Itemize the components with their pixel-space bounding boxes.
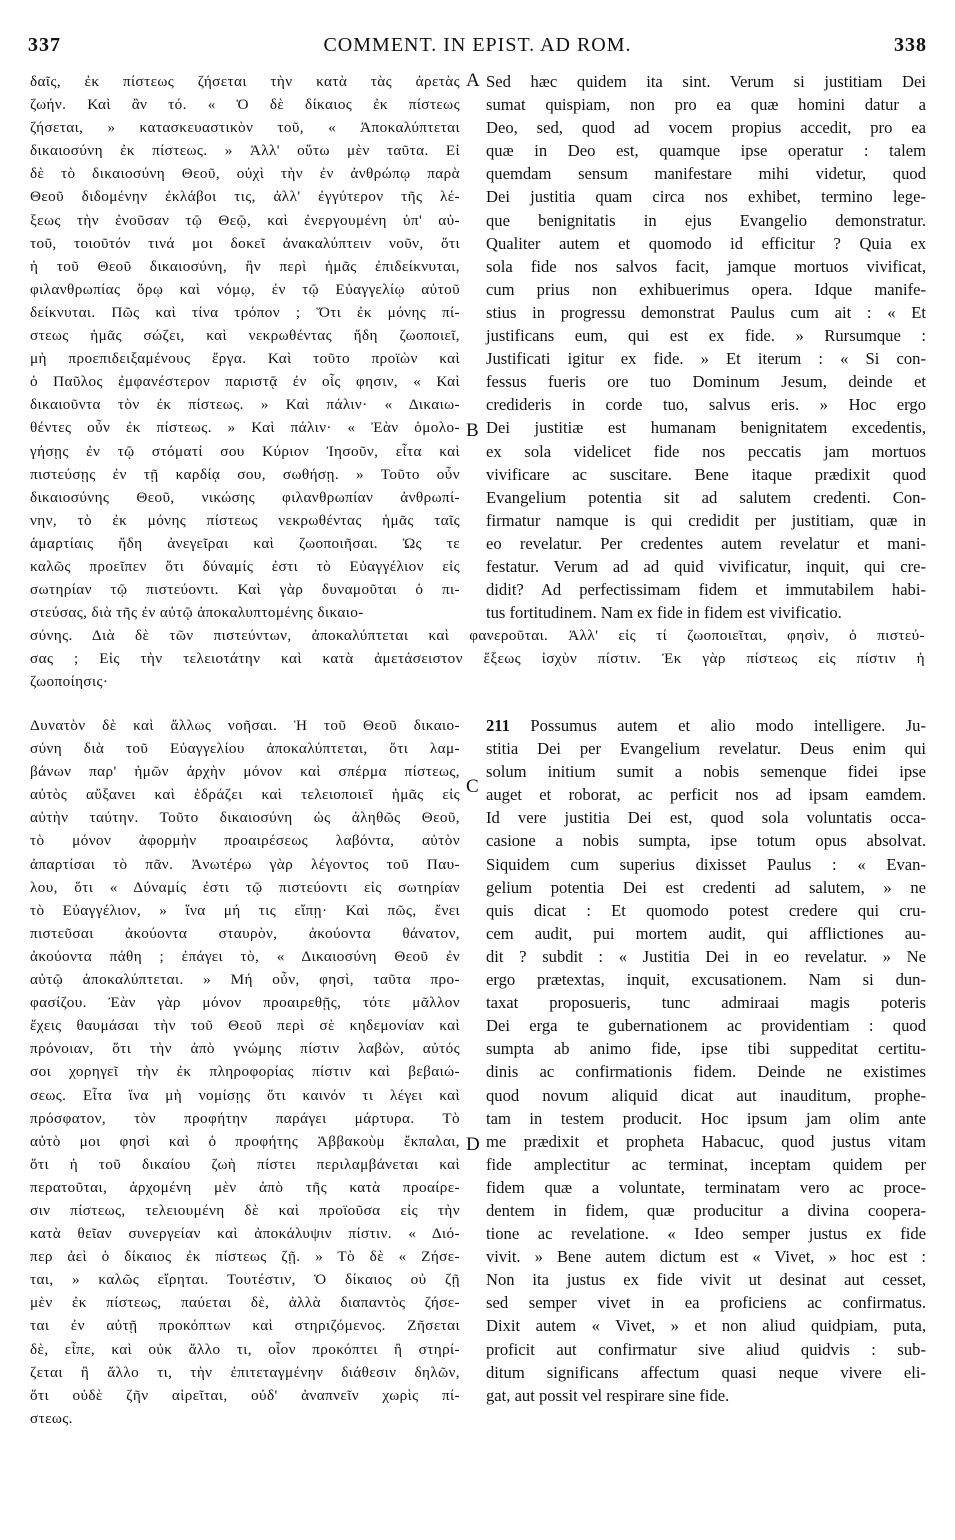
latin-text-line: quæ in Deo est, quamque ipse operatur : talem [486,141,926,161]
latin-text-line: tus fortitudinem. Nam ex fide in fidem est vivificatio. [486,603,842,623]
latin-text-line: Dei justitiæ est humanam benignitatem excedentis, [486,418,926,438]
greek-text-line: δείκνυται. Πῶς καὶ τίνα τρόπον ; Ὅτι ἐκ μόνης πί- [30,303,460,321]
latin-text-line: Justificati igitur ex fide. » Et iterum : « Si con- [486,349,926,369]
greek-text-line: ὅτι οὐδὲ ζῆν αἱρεῖται, οὐδ' ἀναπνεῖν χωρὶς πί- [30,1386,460,1404]
greek-text-line: σωτηρίαν τῷ πιστεύοντι. Καὶ γὰρ δυναμοῦται ὁ πι- [30,581,460,599]
greek-text-line: στεως. [30,1409,73,1427]
greek-text-line: τοῦ, τοιοῦτόν τινά μοι δοκεῖ ἀνακαλύπτειν νοῦν, ὅτι [30,234,460,252]
latin-text-line: que benignitatis in ejus Evangelio demonstratur. [486,210,926,230]
latin-text-line: firmatur namque is qui credidit per justitiam, quæ in [486,510,926,530]
latin-text-line: ditum significans affectum quasi neque vivere eli- [486,1362,926,1382]
latin-text-line: cem audit, pui mortem audit, qui afflictiones au- [486,923,926,943]
greek-text-line: ζωήν. Καὶ ἂν τό. « Ὁ δὲ δίκαιος ἐκ πίστεως [30,96,460,114]
latin-text-line: gelium potentia Dei est credenti ad salutem, » ne [486,877,926,897]
latin-text-line: Dei erga te gubernationem ac providentiam : quod [486,1016,926,1036]
greek-text-line: μὴ προεπιδειξαμένους ἔργα. Καὶ τοῦτο προϊὼν καὶ [30,350,460,368]
latin-text-line: dit ? subdit : « Justitia Dei in eo revelatur. » Ne [486,946,926,966]
greek-text-line: σιν πίστεως, τελειουμένη δὲ καὶ προϊοῦσα εἰς τὴν [30,1201,460,1219]
latin-text-line: Sed hæc quidem ita sint. Verum si justitiam Dei [486,72,926,91]
greek-text-line: πρόνοιαν, ὅτι τὴν ἀπὸ γνώμης πίστιν λαβὼν, αὐτός [30,1040,460,1058]
latin-text-line: sed semper vivet in ea proficiens ac confirmatus. [486,1293,926,1313]
bottom-greek-column [30,714,460,1430]
right-page-number: 338 [894,34,927,56]
greek-text-line: φασίζου. Ἐὰν γὰρ μόνον προαιρεθῇς, τότε μᾶλλον [30,994,460,1012]
latin-text-line: Non ita justus ex fide vivit ut desinat aut cesset, [486,1270,926,1290]
top-greek-continuation [30,624,925,693]
greek-text-line: αὐτὸς αὔξανει καὶ ἑδράζει καὶ τελειοποιεῖ ἡμᾶς εἰς [30,786,460,804]
greek-text-line: περατοῦται, ἀρχομένη μὲν ἀπὸ τῆς κατὰ προαίρε- [30,1178,460,1196]
latin-text-line: fide amplectitur ac terminat, inceptam quidem per [486,1154,926,1174]
margin-marker-b: B [466,420,479,441]
latin-text-line: justificans eum, qui est ex fide. » Rursumque : [486,326,926,346]
running-title: COMMENT. IN EPIST. AD ROM. [323,34,632,56]
greek-text-line: ζωοποίησις· [30,673,109,691]
latin-text-line: quemdam sensum manifestare mihi videtur, quod [486,164,926,184]
latin-text-line: Siquidem cum superius dixisset Paulus : « Evan- [486,854,926,874]
latin-text-line: festatur. Verum ad ad quid vivificatur, inquit, qui cre- [486,556,926,576]
greek-text-line: στεως ἡμᾶς σώζει, καὶ νεκρωθέντας ἤδη ζωοποιεῖ, [30,327,460,345]
top-greek-column [30,70,460,624]
latin-text-line: Qualiter autem et quomodo id efficitur ? Quia ex [486,233,926,253]
latin-text-line: didit? Ad perfectissimam fidem et immutabilem habi- [486,580,926,600]
latin-text-line: me prædixit et propheta Habacuc, quod justus vitam [486,1131,926,1151]
greek-text-line: δικαιοῦντα τὸν ἐκ πίστεως. » Καὶ πάλιν· « Δικαιω- [30,396,460,414]
greek-text-line: νην, τὸ ἐκ μόνης πίστεως νεκρωθέντας ἡμᾶς ταῖς [30,511,460,529]
latin-text-line: ex sola videlicet fide nos peccatis jam mortuos [486,441,926,461]
greek-text-line: ἔχεις θαυμάσαι τὴν τοῦ Θεοῦ περὶ σὲ κηδεμονίαν καὶ [30,1017,460,1035]
latin-text-line: tam in testem producit. Hoc ipsum jam olim ante [486,1108,926,1128]
latin-text-line: dentem in fidem, quæ producitur a divina coopera- [486,1200,926,1220]
latin-text-line: vivit. » Bene autem dictum est « Vivet, » hoc est : [486,1247,926,1267]
page-header [28,34,927,58]
latin-text-line: Id vere justitia Dei est, quod sola voluntatis occa- [486,808,926,828]
greek-text-line: ἁμαρτίαις ἤδη ἀνεγεῖραι καὶ ζωοποιῆσαι. Ὡς τε [30,534,460,552]
latin-text-line: Evangelium potentia sit ad salutem credenti. Con- [486,487,926,507]
greek-text-line: δὲ τὸ δικαιοσύνη Θεοῦ, οὐχὶ τὴν ἐν ἀνθρώπῳ παρὰ [30,165,460,183]
latin-first-line-text: Possumus autem et alio modo intelligere. Ju- [530,716,926,735]
latin-text-line: stitia Dei per Evangelium revelatur. Deus enim qui [486,739,926,759]
greek-text-line: στεύσας, διὰ τῆς ἐν αὐτῷ ἀποκαλυπτομένης δικαιο- [30,604,364,622]
latin-text-line: proficit aut confirmatur sive aliud quidvis : sub- [486,1339,926,1359]
margin-marker-a: A [466,70,480,91]
bottom-latin-lines [486,737,926,1407]
latin-text-line: ergo prætextas, inquit, excusationem. Nam si dun- [486,970,926,990]
greek-text-line: σας ; Εἰς τὴν τελειοτάτην καὶ κατὰ ἀμετάσειστον ἕξεως ἰσχὺν πίστιν. Ἐκ γὰρ πίστεως εἰς πίστιν ἡ [30,650,925,668]
greek-text-line: θέντες οὖν ἐκ πίστεως. » Καὶ πάλιν· « Ἐὰν ὁμολο- [30,419,460,437]
latin-text-line: taxat proposueris, tunc admiraai magis poteris [486,993,926,1013]
greek-text-line: Δυνατὸν δὲ καὶ ἄλλως νοῆσαι. Ἡ τοῦ Θεοῦ δικαιο- [30,717,460,734]
greek-text-line: αὐτὴν ταύτην. Τοῦτο δικαιοσύνη ὡς ἀληθῶς Θεοῦ, [30,809,460,827]
greek-text-line: ὅτι ἡ τοῦ δικαίου ζωὴ πίστει περιλαμβάνεται καὶ [30,1155,460,1173]
latin-text-line: vivificare ac suscitare. Bene itaque prædixit quod [486,464,926,484]
greek-text-line: πιστεύσῃς ἐν τῇ καρδίᾳ σου, σωθήσῃ. » Τοῦτο οὖν [30,465,460,483]
greek-text-line: ξεως τὴν ἐνοῦσαν τῷ Θεῷ, καὶ ἐνεργουμένη ὑπ' αὐ- [30,211,460,229]
latin-text-line: Dei justitia quam circa nos exhibet, termino lege- [486,187,926,207]
latin-text-line: gat, aut possit vel respirare sine fide. [486,1385,730,1405]
latin-first-line [486,714,926,737]
greek-text-line: δαῖς, ἐκ πίστεως ζήσεται τὴν κατὰ τὰς ἀρετὰς [30,73,460,90]
greek-text-line: ζεται ἢ ἄλλο τι, τὴν ἐπιτεταγμένην διάθεσιν δηλῶν, [30,1363,460,1381]
greek-text-line: σοι χορηγεῖ τὴν ἐκ πληροφορίας πίστιν καὶ βεβαιώ- [30,1063,460,1081]
latin-text-line: sumpta ab animo fide, ipse tibi suppeditat certitu- [486,1039,926,1059]
greek-text-line: ται ἐν αὐτῇ προκόπτων καὶ στηριζόμενος. Ζῆσεται [30,1317,460,1335]
greek-text-line: δικαιοσύνη ἐκ πίστεως. » Ἀλλ' οὕτω μὲν ταῦτα. Εἰ [30,142,460,160]
greek-text-line: καλῶς προεῖπεν ὅτι δύναμίς ἐστι τὸ Εὐαγγέλιον εἰς [30,557,460,575]
greek-text-line: ἀκούοντα πάθη ; ἐπάγει τὸ, « Δικαιοσύνη Θεοῦ ἐν [30,947,460,965]
latin-text-line: stius in progressu demonstrat Paulus cum ait : « Et [486,302,926,322]
section-number: 211 [486,716,510,735]
latin-text-line: fessus fueris ore tuo Dominum Jesum, deinde et [486,372,926,392]
greek-text-line: κατὰ θεῖαν συνεργείαν καὶ ἀποκάλυψιν πίστιν. « Διό- [30,1225,460,1243]
greek-text-line: ται, » καλῶς εἴρηται. Τουτέστιν, Ὁ δίκαιος οὐ ζῇ [30,1271,460,1289]
greek-text-line: τὸ Εὐαγγέλιον, » ἵνα μή τις εἴπῃ· Καὶ πῶς, ἔνει [30,901,460,919]
margin-marker-c: C [466,776,479,797]
margin-marker-d: D [466,1134,480,1155]
latin-text-line: solum initium sumit a nobis semenque fidei ipse [486,762,926,782]
greek-text-line: πιστεῦσαι ἀκούοντα σταυρὸν, ἀκούοντα θάνατον, [30,924,460,942]
greek-text-line: φιλανθρωπίας ὅρῳ καὶ νόμῳ, ἐν τῷ Εὐαγγελίῳ αὐτοῦ [30,280,460,298]
top-latin-column [486,70,926,624]
latin-text-line: sumat quispiam, non pro ea quæ homini datur a [486,95,926,115]
latin-text-line: credideris in corde tuo, salvus eris. » Hoc ergo [486,395,926,415]
latin-text-line: quis dicat : Et quomodo potest credere qui cru- [486,900,926,920]
latin-text-line: Deo, sed, quod ad vocem propius accedit, pro ea [486,118,926,138]
greek-text-line: αὐτὸ μοι φησὶ καὶ ὁ προφήτης Ἀββακοὺμ ἔκπαλαι, [30,1132,460,1150]
greek-text-line: βάνων παρ' ἡμῶν ἀρχὴν μόνον καὶ σπέρμα πίστεως, [30,763,460,781]
greek-text-line: περ ἀεὶ ὁ δίκαιος ἐκ πίστεως ζῇ. » Τὸ δὲ « Ζήσε- [30,1248,460,1266]
latin-text-line: auget et roborat, ac perficit nos ad ipsam eamdem. [486,785,926,805]
latin-text-line: tione ac revelatione. « Ideo semper justus ex fide [486,1224,926,1244]
greek-text-line: πρόσφατον, τὸν προφήτην παράγει μάρτυρα. Τὸ [30,1109,460,1127]
greek-text-line: γήσῃς ἐν τῷ στόματί σου Κύριον Ἰησοῦν, εἶτα καὶ [30,442,460,460]
latin-text-line: eo revelatur. Per credentes autem revelatur et mani- [486,533,926,553]
left-page-number: 337 [28,34,61,56]
greek-text-line: δικαιοσύνης Θεοῦ, νικώσης φιλανθρωπίαν ἀνθρωπί- [30,488,460,506]
latin-text-line: fidem quæ a voluntate, terminatam vero ac proce- [486,1177,926,1197]
latin-text-line: dinis ac confirmationis fidem. Deinde ne existimes [486,1062,926,1082]
greek-text-line: ἡ τοῦ Θεοῦ δικαιοσύνη, ἣν περὶ ἡμᾶς ἐπιδείκνυται, [30,257,460,275]
latin-text-line: Dixit autem « Vivet, » et non aliud quidpiam, puta, [486,1316,926,1336]
greek-text-line: ἀπαρτίσαι τὸ πᾶν. Ἀνωτέρω γὰρ λέγοντος τοῦ Παυ- [30,855,460,873]
greek-text-line: Θεοῦ διδομένην ἐκλάβοι τις, ἀλλ' ἐγγύτερον τῆς λέ- [30,188,460,206]
greek-text-line: δὲ, εἶπε, καὶ οὐκ ἄλλο τι, οἷον προκόπτει ἢ στηρί- [30,1340,460,1358]
greek-text-line: σύνη διὰ τοῦ Εὐαγγελίου ἀποκαλύπτεται, ὅτι λαμ- [30,740,460,758]
greek-text-line: σύνης. Διὰ δὲ τῶν πιστεύντων, ἀποκαλύπτεται καὶ φανεροῦται. Ἀλλ' εἰς τί ζωοποιεῖται, φησὶν, ὁ πιστεύ- [30,627,925,644]
latin-text-line: cum prius non exhibuerimus opera. Idque manife- [486,279,926,299]
latin-text-line: quod novum aliquid dicat aut inauditum, prophe- [486,1085,926,1105]
latin-text-line: casione a nobis sumpta, ipse totum opus absolvat. [486,831,926,851]
greek-text-line: σεως. Εἶτα ἵνα μὴ νομίσῃς ὅτι καινόν τι λέγει καὶ [30,1086,460,1104]
greek-text-line: τὸ μόνον ἀφορμὴν προαιρέσεως λαβόντα, αὐτὸν [30,832,460,850]
greek-text-line: λου, ὅτι « Δύναμίς ἐστι τῷ πιστεύοντι εἰς σωτηρίαν [30,878,460,896]
latin-text-line: sola fide nos salvos facit, jamque mortuos vivificat, [486,256,926,276]
greek-text-line: αὐτῷ ἀποκαλύπτεται. » Μή οὖν, φησὶ, ταῦτα προ- [30,971,460,989]
bottom-latin-column [486,714,926,1407]
greek-text-line: ζήσεται, » κατασκευαστικὸν τοῦ, « Ἀποκαλύπτεται [30,119,460,137]
greek-text-line: μὲν ἐκ πίστεως, παύεται δὲ, ἀλλὰ διαπαντὸς ζήσε- [30,1294,460,1312]
greek-text-line: ὁ Παῦλος ἐμφανέστερον παριστᾷ ἐν οἷς φησιν, « Καὶ [30,373,460,391]
